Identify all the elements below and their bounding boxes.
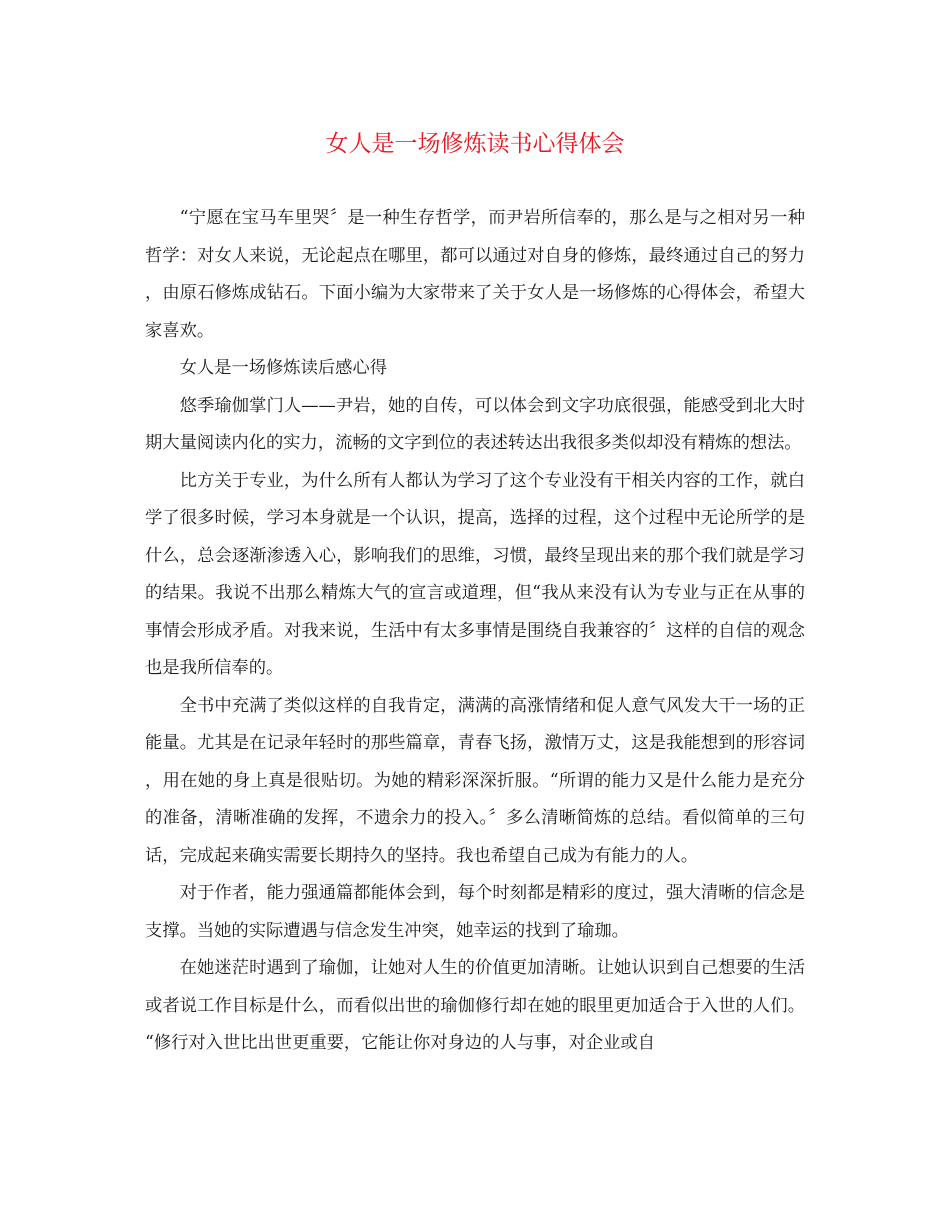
paragraph-major: 比方关于专业，为什么所有人都认为学习了这个专业没有干相关内容的工作，就白学了很多时候，学习本身就是一个认识，提高，选择的过程，这个过程中无论所学的是什么，总会逐渐渗透入心，影响我们的思维，习惯，最终呈现出来的那个我们就是学习的结果。我说不出那么精炼大气的宣言或道理，但“我从来没有认为专业与正在从事的事情会形成矛盾。对我来说，生活中有太多事情是围绕自我兼容的〞这样的自信的观念也是我所信奉的。: [145, 470, 805, 678]
document-title: 女人是一场修炼读书心得体会: [325, 131, 625, 157]
document-body: [145, 200, 805, 1063]
paragraph-subheading: 女人是一场修炼读后感心得: [179, 358, 387, 378]
paragraph-yoga: 在她迷茫时遇到了瑜伽，让她对人生的价值更加清晰。让她认识到自己想要的生活或者说工作目标是什么，而看似出世的瑜伽修行却在她的眼里更加适合于入世的人们。“修行对入世比出世更重要，它能让你对身边的人与事，对企业或自: [145, 958, 805, 1053]
paragraph-ability: 对于作者，能力强通篇都能体会到，每个时刻都是精彩的度过，强大清晰的信念是支撑。当她的实际遭遇与信念发生冲突，她幸运的找到了瑜珈。: [145, 883, 805, 941]
paragraph-author: 悠季瑜伽掌门人——尹岩，她的自传，可以体会到文字功底很强，能感受到北大时期大量阅读内化的实力，流畅的文字到位的表述转达出我很多类似却没有精炼的想法。: [145, 395, 805, 453]
paragraph-intro: “宁愿在宝马车里哭〞是一种生存哲学，而尹岩所信奉的，那么是与之相对另一种哲学：对女人来说，无论起点在哪里，都可以通过对自身的修炼，最终通过自己的努力，由原石修炼成钻石。下面小编为大家带来了关于女人是一场修炼的心得体会，希望大家喜欢。: [145, 208, 805, 341]
paragraph-confidence: 全书中充满了类似这样的自我肯定，满满的高涨情绪和促人意气风发大干一场的正能量。尤其是在记录年轻时的那些篇章，青春飞扬，激情万丈，这是我能想到的形容词，用在她的身上真是很贴切。为她的精彩深深折服。“所谓的能力又是什么能力是充分的准备，清晰准确的发挥，不遗余力的投入。〞多么清晰简炼的总结。看似简单的三句话，完成起来确实需要长期持久的坚持。我也希望自己成为有能力的人。: [145, 695, 805, 866]
